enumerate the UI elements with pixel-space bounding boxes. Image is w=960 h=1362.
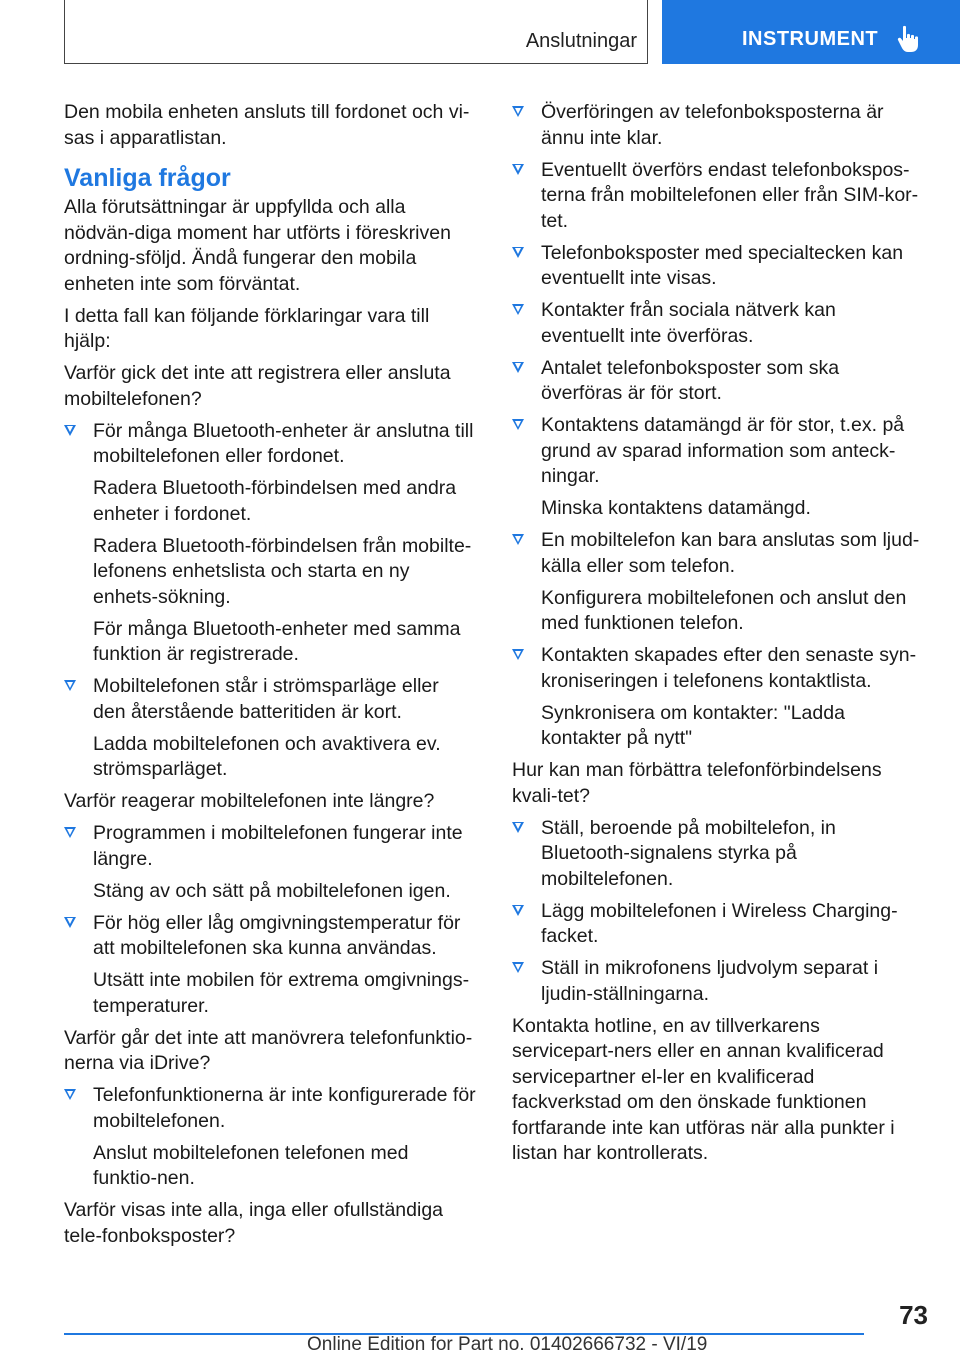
triangle-bullet-icon [512,962,524,973]
section-heading: Vanliga frågor [64,164,231,192]
list-item-remedy: Minska kontaktens datamängd. [541,497,811,519]
list-item-remedy: Stäng av och sätt på mobiltelefonen igen. [93,879,451,902]
list-item [512,956,924,1007]
section-title: Anslutningar [525,30,637,52]
right-column [512,100,924,1173]
list-item-text: Lägg mobiltelefonen i Wireless Charging-facket. [541,899,898,947]
list-item [512,241,924,292]
list-item-text: För många Bluetooth-enheter är anslutna till mobiltelefonen eller fordonet. [93,419,474,467]
bullet-list [512,816,924,1008]
triangle-bullet-icon [512,304,524,315]
list-item-text: För hög eller låg omgivningstemperatur för att mobiltelefonen ska kunna användas. [93,911,461,959]
list-item [512,413,924,490]
list-item-text: Kontakter från sociala nätverk kan eventuellt inte överföras. [541,299,836,347]
list-item-text: Programmen i mobiltelefonen fungerar inte längre. [93,822,463,870]
footer-edition: Online Edition for Part no. 01402666732 - VI/19 [307,1334,708,1355]
list-item-text: Ställ in mikrofonens ljudvolym separat i ljudin-ställningarna. [541,957,879,1005]
list-item-remedy: Ladda mobiltelefonen och avaktivera ev. strömsparläget. [93,732,441,780]
list-item [512,643,924,694]
list-item [512,100,924,151]
list-item [64,419,476,470]
list-item-text: Telefonfunktionerna är inte konfigurerade för mobiltelefonen. [93,1084,476,1132]
list-item-text: Överföringen av telefonboksposterna är ännu inte klar. [541,101,884,149]
triangle-bullet-icon [64,680,76,691]
list-item-text: Ställ, beroende på mobiltelefon, in Bluetooth-signalens styrka på mobiltelefonen. [541,816,836,890]
list-item [512,158,924,235]
triangle-bullet-icon [512,106,524,117]
list-item [512,816,924,893]
list-item-remedy: Anslut mobiltelefonen telefonen med funktio-nen. [93,1141,409,1189]
bullet-list [64,419,476,783]
triangle-bullet-icon [512,247,524,258]
question: Varför visas inte alla, inga eller ofullständiga tele-fonboksposter? [64,1199,444,1247]
question: Varför reagerar mobiltelefonen inte längre? [64,790,435,812]
hand-pointer-icon [895,24,925,54]
paragraph: Alla förutsättningar är uppfyllda och alla nödvän-diga moment har utförts i föreskriven ordning-sföljd. Ändå fungerar den mobila enheten inte som förväntat. [64,196,451,295]
list-item [64,821,476,872]
list-item-remedy: Synkronisera om kontakter: "Ladda kontakter på nytt" [541,701,845,749]
bullet-list [512,100,924,752]
list-item-text: Telefonboksposter med specialtecken kan eventuellt inte visas. [541,241,904,289]
tab-label: INSTRUMENT [742,28,879,50]
list-item-text: Antalet telefonboksposter som ska överföras är för stort. [541,356,840,404]
bullet-list [64,821,476,1019]
list-item [64,911,476,962]
bullet-list [64,1083,476,1192]
list-item [512,899,924,950]
intro-paragraph: Den mobila enheten ansluts till fordonet och vi-sas i apparatlistan. [64,101,470,149]
list-item-text: Kontakten skapades efter den senaste syn-kroniseringen i telefonens kontaktlista. [541,644,917,692]
question: Hur kan man förbättra telefonförbindelsens kvali-tet? [512,759,882,807]
left-column [64,100,476,1256]
question: Varför gick det inte att registrera eller ansluta mobiltelefonen? [64,362,451,410]
triangle-bullet-icon [512,822,524,833]
triangle-bullet-icon [512,534,524,545]
list-item-remedy: Utsätt inte mobilen för extrema omgivnings-temperaturer. [93,969,470,1017]
triangle-bullet-icon [512,362,524,373]
triangle-bullet-icon [512,649,524,660]
list-item-text: En mobiltelefon kan bara anslutas som ljud-källa eller som telefon. [541,529,920,577]
triangle-bullet-icon [512,905,524,916]
closing-paragraph: Kontakta hotline, en av tillverkarens servicepart-ners eller en annan kvalificerad servicepartner el-ler en kvalificerad fackverkstad om den önskade funktionen fortfarande inte kan utföras när alla punkter i listan har kontrollerats. [512,1014,895,1164]
triangle-bullet-icon [64,1089,76,1100]
paragraph: I detta fall kan följande förklaringar vara till hjälp: [64,304,430,352]
triangle-bullet-icon [64,917,76,928]
header-tab-instrument[interactable] [662,0,960,64]
triangle-bullet-icon [512,419,524,430]
list-item-remedy: Konfigurera mobiltelefonen och anslut den med funktionen telefon. [541,586,907,634]
list-item [512,356,924,407]
question: Varför går det inte att manövrera telefonfunktio-nerna via iDrive? [64,1026,473,1074]
page-number: 73 [899,1300,928,1330]
list-item [512,298,924,349]
list-item-remedy: För många Bluetooth-enheter med samma funktion är registrerade. [93,617,461,665]
list-item [64,1083,476,1134]
list-item-remedy: Radera Bluetooth-förbindelsen från mobilte-lefonens enhetslista och starta en ny enhets-sökning. [93,534,472,608]
triangle-bullet-icon [512,164,524,175]
list-item-text: Mobiltelefonen står i strömsparläge eller den återstående batteritiden är kort. [93,675,439,723]
list-item-text: Kontaktens datamängd är för stor, t.ex. på grund av sparad information som anteck-ningar. [541,414,905,487]
list-item-text: Eventuellt överförs endast telefonbokspos-terna från mobiltelefonen eller från SIM-kor-tet. [541,158,919,232]
list-item [512,528,924,579]
list-item [64,674,476,725]
triangle-bullet-icon [64,425,76,436]
header-section-box [64,0,648,64]
triangle-bullet-icon [64,827,76,838]
list-item-remedy: Radera Bluetooth-förbindelsen med andra enheter i fordonet. [93,477,457,525]
